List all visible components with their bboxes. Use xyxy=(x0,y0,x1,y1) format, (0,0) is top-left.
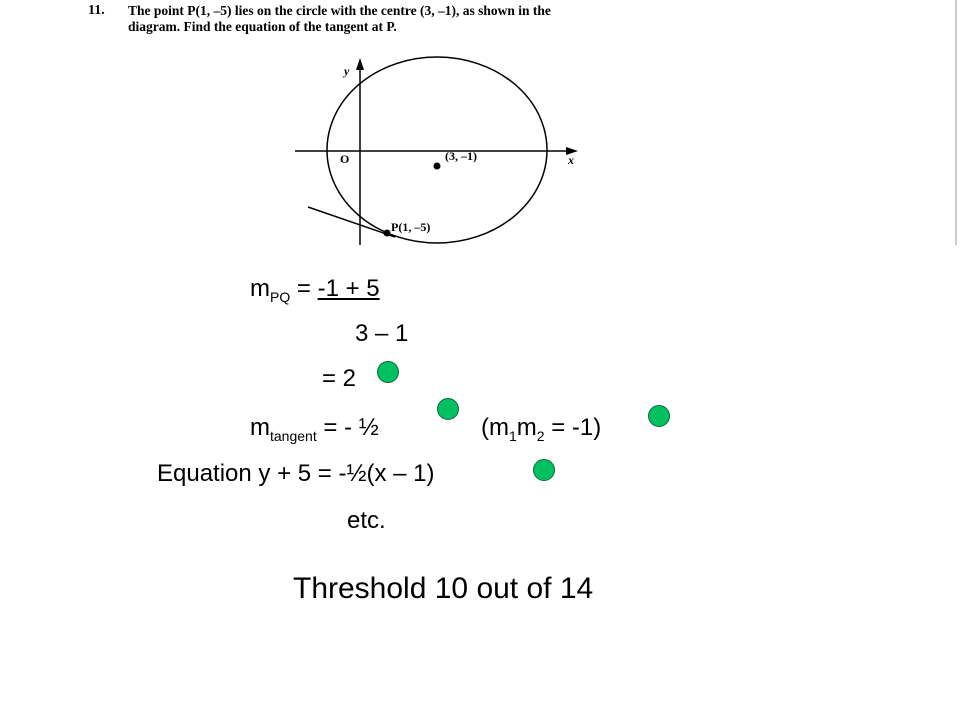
tick-mark-3 xyxy=(648,405,670,427)
gradient-result: = 2 xyxy=(322,365,357,392)
centre-point xyxy=(434,163,441,170)
m-pq-symbol: m xyxy=(250,275,270,302)
m-tangent-subscript: tangent xyxy=(270,427,317,444)
m-pq-denominator: 3 – 1 xyxy=(355,320,409,347)
m-tangent-symbol: m xyxy=(250,414,270,441)
m-pq-line xyxy=(250,275,380,305)
question-line-2: diagram. Find the equation of the tangent at P. xyxy=(128,19,397,34)
centre-label: (3, –1) xyxy=(445,149,477,163)
m-tangent-line xyxy=(250,414,379,444)
x-axis-label: x xyxy=(568,153,574,167)
rule-sub-1: 1 xyxy=(508,427,517,444)
tangent-line xyxy=(308,207,395,237)
m-pq-equals: = xyxy=(290,275,318,302)
tick-mark-4 xyxy=(533,459,555,481)
point-p-label: P(1, –5) xyxy=(391,220,431,234)
circle-diagram xyxy=(0,0,960,260)
equation-line: Equation y + 5 = -½(x – 1) xyxy=(157,460,435,487)
m-pq-numerator: -1 + 5 xyxy=(317,275,380,302)
threshold-text: Threshold 10 out of 14 xyxy=(293,572,594,605)
origin-label: O xyxy=(340,152,350,166)
rule-m2: m xyxy=(516,414,537,441)
m-tangent-value: = - ½ xyxy=(316,414,379,441)
y-axis-arrow xyxy=(356,58,364,70)
question-line-1: The point P(1, –5) lies on the circle with the centre (3, –1), as shown in the xyxy=(128,3,551,18)
rule-sub-2: 2 xyxy=(536,427,545,444)
perpendicular-rule xyxy=(481,414,601,444)
etc-line: etc. xyxy=(347,507,386,534)
rule-open: (m xyxy=(481,414,509,441)
tick-mark-2 xyxy=(437,398,459,420)
tick-mark-1 xyxy=(377,361,399,383)
y-axis-label: y xyxy=(344,64,350,78)
point-p xyxy=(384,230,391,237)
question-number: 11. xyxy=(88,3,105,18)
m-pq-subscript: PQ xyxy=(270,288,291,305)
rule-close: = -1) xyxy=(544,414,602,441)
